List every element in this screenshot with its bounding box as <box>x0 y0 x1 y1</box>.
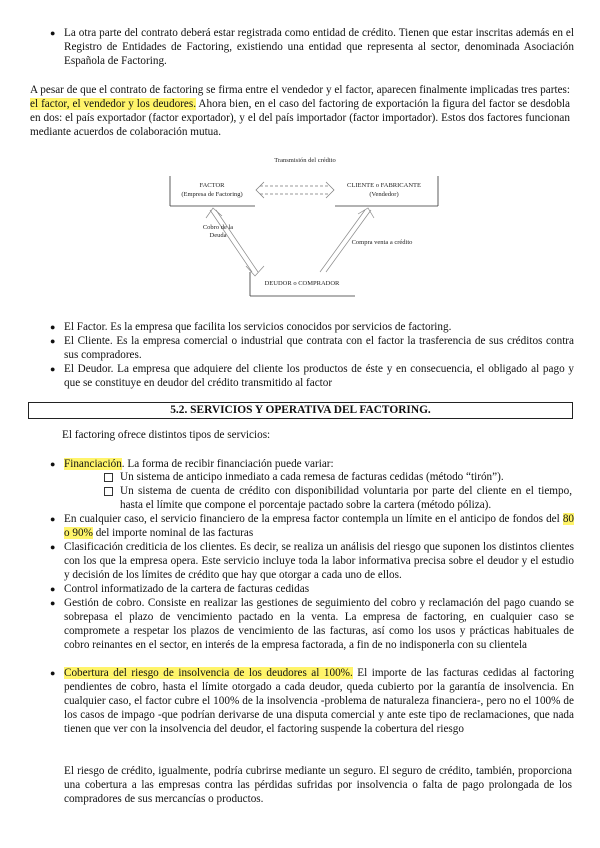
paragraph-text: Ahora bien, en el caso del factoring de exportación la figura del factor se desdobla en dos: el país exportador (factor exportador), y el del país importador (factor importador). Estos dos factores funcionan mediante acuerdos de colaboración mutua. <box>30 98 570 138</box>
bullet-text <box>64 457 574 471</box>
bullet-factor <box>38 320 574 334</box>
factoring-diagram <box>160 154 450 304</box>
bullet-deudor <box>38 362 574 390</box>
bullet-text-post: El importe de las facturas cedidas al factoring pendientes de cobro, hasta el límite otorgado a cada deudor, queda cubierto por la garantía de insolvencia. En cualquier caso, el factor cubre el 100% de la insolvencia -problema de naturaleza financiera-, pero no el 100% de los casos de impago -que podrían derivarse de una disputa comercial y ante este tipo de reclamaciones, que nada tienen que ver con la insolvencia del deudor, el factoring suspende la cobertura del riesgo <box>64 667 574 735</box>
diagram-factor: FACTOR <box>199 182 225 189</box>
bullet-text: Clasificación crediticia de los clientes. Es decir, se realiza un análisis del riesgo que suponen los distintos clientes con los que la empresa opera. Este servicio incluye toda la labor informativa precisa sobre el deudor y el estudio y decisión de los límites de crédito que hay que otorgar a cada uno de ellos. <box>64 541 574 581</box>
bullet-dot: ● <box>50 459 56 469</box>
bullet-text-rest: . La forma de recibir financiación puede variar: <box>121 458 334 470</box>
arrow-heads-transmision <box>256 182 334 198</box>
paragraph-text: A pesar de que el contrato de factoring se firma entre el vendedor y el factor, aparecen finalmente implicadas tres partes: <box>30 84 570 96</box>
bullet-dot: ● <box>50 584 56 594</box>
highlight-financiacion: Financiación <box>64 458 122 470</box>
bullet-registro <box>38 26 574 68</box>
diagram-cliente-sub: (Vendedor) <box>369 191 399 198</box>
bullet-text: Control informatizado de la cartera de facturas cedidas <box>64 583 310 595</box>
highlight-cobertura: Cobertura del riesgo de insolvencia de los deudores al 100%. <box>64 667 353 679</box>
bullet-text: El Deudor. La empresa que adquiere del cliente los productos de éste y en consecuencia, el obligado al pago y que se constituye en deudor del crédito transmitido al factor <box>64 363 574 389</box>
bullet-dot: ● <box>50 668 56 678</box>
bullet-text <box>64 512 574 540</box>
diagram-cliente: CLIENTE o FABRICANTE <box>347 182 421 189</box>
sub-item-text: Un sistema de cuenta de crédito con disponibilidad voluntaria por parte del cliente en el tiempo, hasta el límite que compone el porcentaje pactado sobre la cartera (método póliza). <box>120 485 572 511</box>
sub-item-text: Un sistema de anticipo inmediato a cada remesa de facturas cedidas (método “tirón”). <box>120 471 504 483</box>
bullet-gestion-cobro <box>38 596 574 652</box>
bullet-control <box>38 582 574 596</box>
checkbox-square-icon <box>104 487 113 496</box>
diagram-cobro-1: Cobro de la <box>202 224 234 231</box>
bullet-text: Gestión de cobro. Consiste en realizar las gestiones de seguimiento del cobro y reclamación del pago cuando se sobrepasa el plazo de vencimiento pactado en la venta. La empresa de factoring, en cualquier caso se compromete a respetar los plazos de vencimiento de las facturas, así como los usos y prácticas habituales de cobro reinantes en el sector, en interés de la empresa factorada, a fin de no indisponerla con su clientela <box>64 597 574 651</box>
section-heading: 5.2. SERVICIOS Y OPERATIVA DEL FACTORING. <box>28 402 573 419</box>
sub-item-poliza <box>104 484 572 512</box>
bullet-clasificacion <box>38 540 574 582</box>
bullet-text <box>64 666 574 736</box>
bullet-limite <box>38 512 574 540</box>
bullet-text-post: del importe nominal de las facturas <box>92 527 254 539</box>
bullet-dot: ● <box>50 514 56 524</box>
arrow-transmision <box>260 186 330 194</box>
intro-text: El factoring ofrece distintos tipos de servicios: <box>62 429 271 441</box>
diagram-compra: Compra venta a crédito <box>351 239 413 246</box>
bullet-dot: ● <box>50 28 56 38</box>
bullet-dot: ● <box>50 322 56 332</box>
diagram-label-transmision: Transmisión del crédito <box>274 157 336 164</box>
highlight-porcentaje: 80 o 90% <box>64 513 574 539</box>
paragraph-partes <box>30 83 570 139</box>
checkbox-square-icon <box>104 473 113 482</box>
paragraph-seguro: El riesgo de crédito, igualmente, podría cubrirse mediante un seguro. El seguro de crédito, también, proporciona una cobertura a las empresas contra las pérdidas sufridas por insolvencia o falta de pago prolongada de los compradores de sus mercancías o productos. <box>64 765 572 805</box>
diagram-cobro-2: Deuda <box>209 232 227 239</box>
bullet-text-pre: En cualquier caso, el servicio financiero de la empresa factor contempla un límite en el anticipo de fondos del <box>64 513 563 525</box>
bullet-dot: ● <box>50 598 56 608</box>
bullet-dot: ● <box>50 364 56 374</box>
bullet-financiacion <box>38 457 574 471</box>
diagram-deudor: DEUDOR o COMPRADOR <box>264 280 340 287</box>
bullet-dot: ● <box>50 336 56 346</box>
bullet-dot: ● <box>50 542 56 552</box>
bullet-text: El Cliente. Es la empresa comercial o industrial que contrata con el factor la trasferencia de sus créditos contra sus compradores. <box>64 335 574 361</box>
bullet-text: La otra parte del contrato deberá estar registrada como entidad de crédito. Tienen que estar inscritas además en el Registro de Entidades de Factoring, existiendo una entidad que representa al sector, denominada Asociación Española de Factoring. <box>64 27 574 67</box>
diagram-factor-sub: (Empresa de Factoring) <box>181 191 243 198</box>
bullet-text: El Factor. Es la empresa que facilita los servicios conocidos por servicios de factoring. <box>64 321 452 333</box>
highlight-partes: el factor, el vendedor y los deudores. <box>30 98 197 110</box>
arrow-cobro <box>210 210 258 272</box>
sub-item-tiron <box>104 470 572 484</box>
bullet-cobertura <box>38 666 574 736</box>
bullet-cliente <box>38 334 574 362</box>
